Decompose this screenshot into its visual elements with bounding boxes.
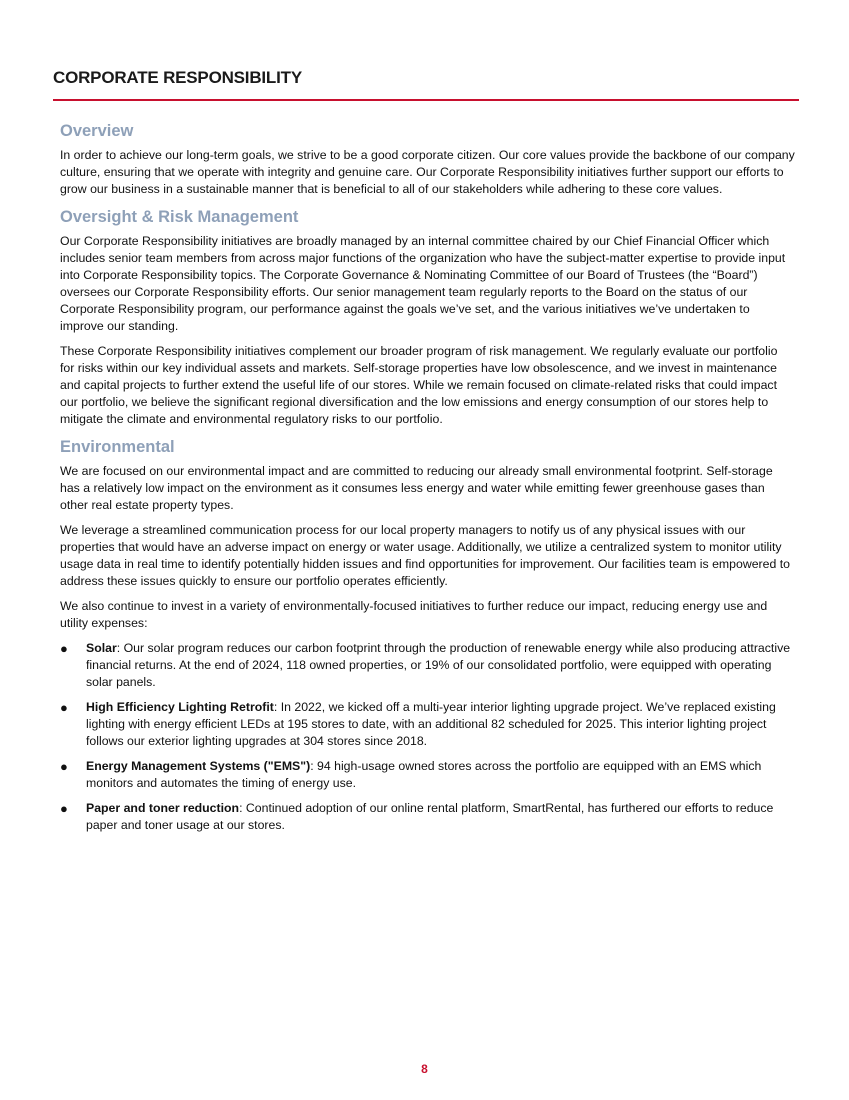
section-oversight <box>60 206 795 428</box>
initiatives-list <box>60 640 795 834</box>
risk-paragraph: These Corporate Responsibility initiatives complement our broader program of risk management. We regularly evaluate our portfolio for risks within our key individual assets and markets. Self-storage properties have low obsolescence, and we invest in maintenance and capital projects to further extend the useful life of our stores. While we remain focused on climate-related risks that could impact our portfolio, we believe the significant regional diversification and the low emissions and energy consumption of our stores help to mitigate the climate and environmental regulatory risks to our portfolio. <box>60 344 778 426</box>
bullet-text: : Continued adoption of our online rental platform, SmartRental, has furthered our efforts to reduce paper and toner usage at our stores. <box>86 801 774 832</box>
list-item-lighting <box>60 699 795 750</box>
bullet-icon: ● <box>60 801 68 816</box>
main-content <box>60 120 795 842</box>
bullet-text: : 94 high-usage owned stores across the portfolio are equipped with an EMS which monitors and automates the timing of energy use. <box>86 759 762 790</box>
oversight-paragraph: Our Corporate Responsibility initiatives are broadly managed by an internal committee chaired by our Chief Financial Officer which includes senior team members from across major functions of the organization who have the subject-matter expertise to provide input into Corporate Responsibility topics. The Corporate Governance & Nominating Committee of our Board of Trustees (the “Board”) oversees our Corporate Responsibility efforts. Our senior management team regularly reports to the Board on the status of our Corporate Responsibility program, our performance against the goals we’ve set, and the various initiatives we’ve undertaken to improve our standing. <box>60 234 786 333</box>
bullet-term: Energy Management Systems ("EMS") <box>86 759 311 773</box>
page-title: CORPORATE RESPONSIBILITY <box>53 68 302 87</box>
bullet-icon: ● <box>60 700 68 715</box>
bullet-icon: ● <box>60 759 68 774</box>
list-item-paper <box>60 800 795 834</box>
title-divider <box>53 99 799 101</box>
environmental-paragraph: We also continue to invest in a variety of environmentally-focused initiatives to further reduce our impact, reducing energy use and utility expenses: <box>60 599 768 630</box>
page-number: 8 <box>421 1062 428 1076</box>
overview-paragraph: In order to achieve our long-term goals, we strive to be a good corporate citizen. Our core values provide the backbone of our company culture, ensuring that we operate with integrity and genuine care. Our Corporate Responsibility initiatives further support our efforts to grow our business in a sustainable manner that is beneficial to all of our stakeholders while adhering to these core values. <box>60 148 795 196</box>
section-heading-overview: Overview <box>60 122 134 140</box>
list-item-solar <box>60 640 795 691</box>
bullet-term: Solar <box>86 641 117 655</box>
section-heading-environmental: Environmental <box>60 438 175 456</box>
section-heading-oversight: Oversight & Risk Management <box>60 208 299 226</box>
list-item-ems <box>60 758 795 792</box>
environmental-paragraph: We leverage a streamlined communication process for our local property managers to notify us of any physical issues with our properties that would have an adverse impact on energy or water usage. Additionally, we utilize a centralized system to monitor utility usage data in real time to identify potentially hidden issues and find opportunities for improvement. Our facilities team is empowered to address these issues quickly to ensure our portfolio operates efficiently. <box>60 523 791 588</box>
environmental-paragraph: We are focused on our environmental impact and are committed to reducing our already small environmental footprint. Self-storage has a relatively low impact on the environment as it consumes less energy and water while emitting fewer greenhouse gases than other real estate property types. <box>60 464 773 512</box>
bullet-text: : In 2022, we kicked off a multi-year interior lighting upgrade project. We’ve replaced existing lighting with energy efficient LEDs at 195 stores to date, with an additional 82 scheduled for 2025. This interior lighting project follows our exterior lighting upgrades at 304 stores since 2018. <box>86 700 776 748</box>
bullet-term: Paper and toner reduction <box>86 801 240 815</box>
bullet-icon: ● <box>60 641 68 656</box>
bullet-text: : Our solar program reduces our carbon footprint through the production of renewable energy while also producing attractive financial returns. At the end of 2024, 118 owned properties, or 19% of our consolidated portfolio, were equipped with operating solar panels. <box>86 641 791 689</box>
section-environmental <box>60 436 795 834</box>
section-overview <box>60 120 795 198</box>
bullet-term: High Efficiency Lighting Retrofit <box>86 700 274 714</box>
